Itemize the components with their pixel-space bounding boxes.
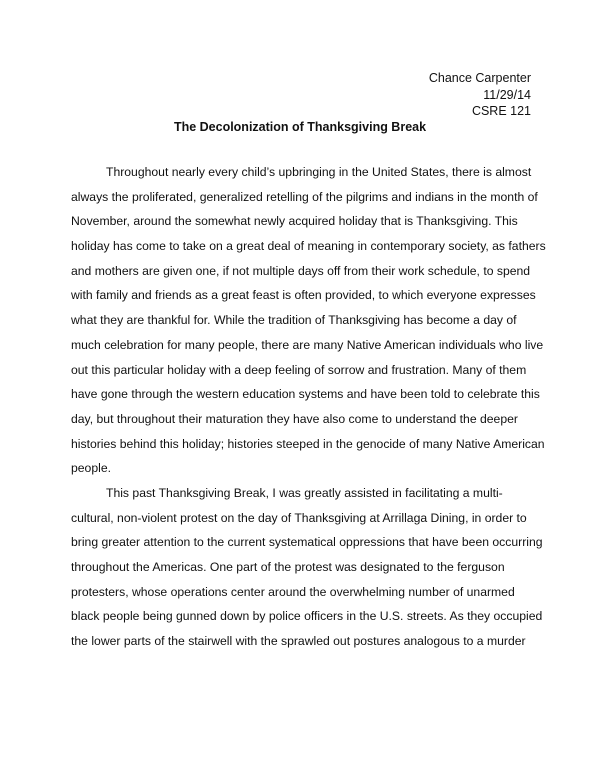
text-line: histories behind this holiday; histories steeped in the genocide of many Native American — [71, 436, 545, 451]
document-body — [71, 160, 546, 654]
text-line: always the proliferated, generalized retelling of the pilgrims and indians in the month of — [71, 189, 538, 204]
text-line: Throughout nearly every child’s upbringing in the United States, there is almost — [106, 165, 532, 179]
text-line: This past Thanksgiving Break, I was greatly assisted in facilitating a multi- — [106, 485, 503, 500]
text-line: protesters, whose operations center around the overwhelming number of unarmed — [71, 584, 515, 599]
text-line: November, around the somewhat newly acquired holiday that is Thanksgiving. This — [71, 214, 518, 229]
text-line: holiday has come to take on a great deal of meaning in contemporary society, as fathers — [71, 239, 546, 254]
paragraph-1 — [71, 160, 546, 481]
text-line: out this particular holiday with a deep feeling of sorrow and frustration. Many of them — [71, 362, 527, 377]
text-line: day, but throughout their maturation they have also come to understand the deeper — [71, 411, 518, 426]
document-date: 11/29/14 — [483, 87, 531, 102]
text-line: with family and friends as a great feast is often provided, to which everyone expresses — [71, 288, 536, 303]
course-code: CSRE 121 — [471, 104, 531, 118]
document-title: The Decolonization of Thanksgiving Break — [173, 120, 427, 134]
text-line: people. — [71, 461, 111, 476]
text-line: have gone through the western education systems and have been told to celebrate this — [71, 387, 540, 402]
text-line: cultural, non-violent protest on the day of Thanksgiving at Arrillaga Dining, in order to — [71, 510, 527, 525]
text-line: much celebration for many people, there are many Native American individuals who live — [71, 337, 544, 352]
text-line: throughout the Americas. One part of the protest was designated to the ferguson — [71, 560, 505, 574]
document-header — [429, 70, 531, 120]
text-line: what they are thankful for. While the tradition of Thanksgiving has become a day of — [71, 313, 517, 328]
text-line: black people being gunned down by police officers in the U.S. streets. As they occupied — [71, 609, 543, 624]
paragraph-2 — [71, 481, 543, 654]
text-line: the lower parts of the stairwell with the sprawled out postures analogous to a murder — [71, 634, 526, 649]
author-name: Chance Carpenter — [428, 71, 531, 85]
text-line: bring greater attention to the current systematical oppressions that have been occurring — [71, 535, 543, 550]
text-line: and mothers are given one, if not multiple days off from their work schedule, to spend — [71, 263, 531, 278]
